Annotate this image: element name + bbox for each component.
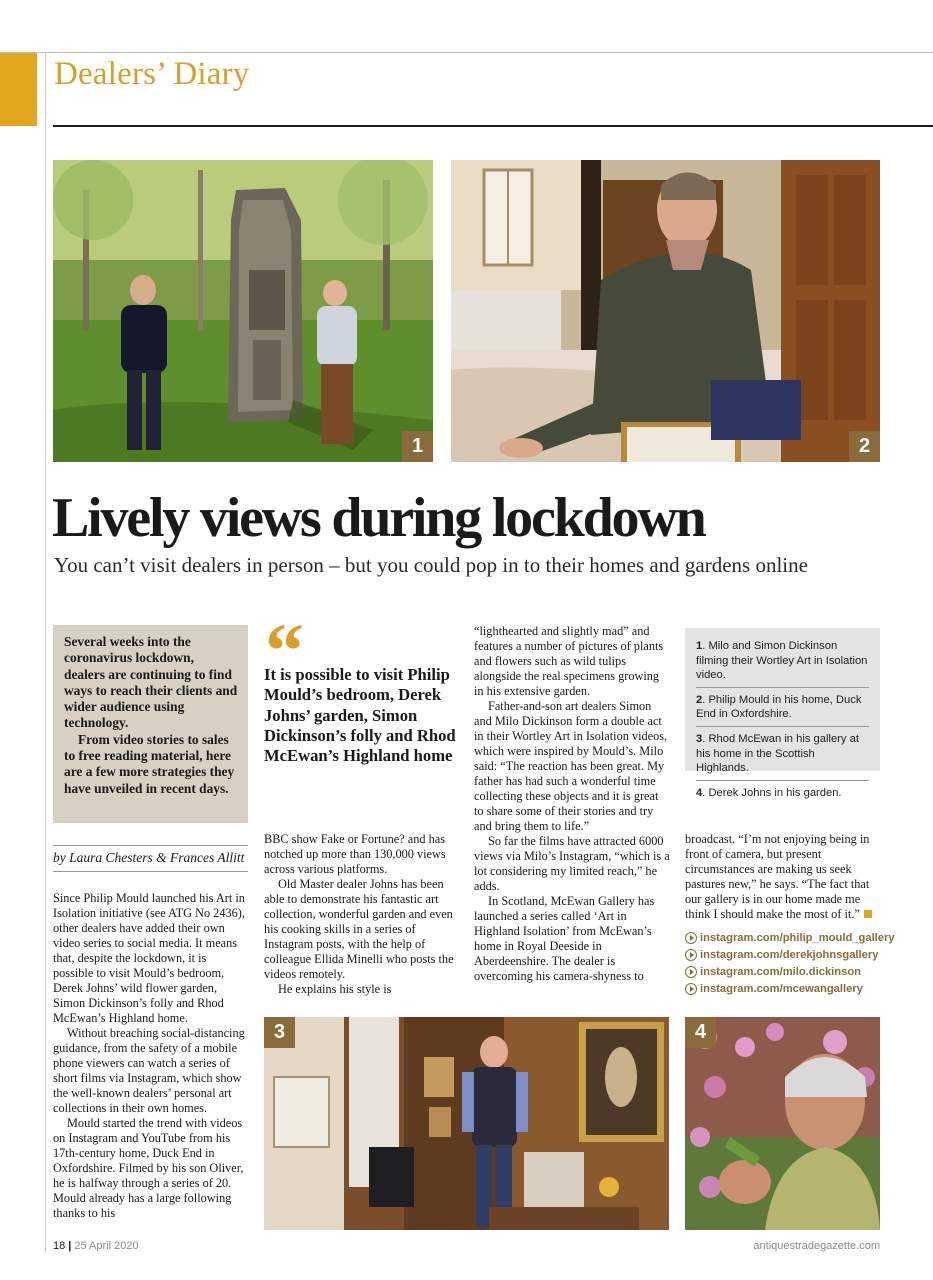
body-paragraph: So far the films have attracted 6000 views via Milo’s Instagram, “which is a lot considering my limited reach,” he adds. xyxy=(474,834,670,893)
photo-number-badge: 3 xyxy=(264,1017,295,1048)
caption-number: 3 xyxy=(696,732,703,745)
link-text: instagram.com/milo.dickinson xyxy=(700,965,862,978)
byline-rule xyxy=(53,871,248,872)
headline: Lively views during lockdown xyxy=(52,487,705,549)
link-text: instagram.com/mcewangallery xyxy=(700,982,863,995)
body-paragraph xyxy=(685,832,881,922)
footer-separator: | xyxy=(68,1240,72,1252)
photo-3 xyxy=(264,1017,669,1230)
link-text: instagram.com/philip_mould_gallery xyxy=(700,931,895,944)
link-text: instagram.com/derekjohnsgallery xyxy=(700,948,879,961)
body-paragraph: He explains his style is xyxy=(278,982,392,996)
play-arrow-icon xyxy=(685,983,697,995)
photo-1 xyxy=(53,160,433,462)
body-column-1 xyxy=(53,891,249,1221)
body-column-3 xyxy=(474,624,670,984)
caption-item: 1. Milo and Simon Dickinson filming their Wortley Art in Isolation video. xyxy=(696,637,869,688)
end-mark-icon xyxy=(864,910,872,918)
standfirst: You can’t visit dealers in person – but you could pop in to their homes and gardens online xyxy=(54,553,808,577)
body-paragraph: In Scotland, McEwan Gallery has launched a series called ‘Art in Highland Isolation’ from McEwan’s home in Royal Deeside in Aberdeenshire. The dealer is overcoming his camera-shyness to xyxy=(474,894,655,983)
photo-2 xyxy=(451,160,880,462)
caption-text: Philip Mould in his home, Duck End in Oxfordshire. xyxy=(696,693,862,721)
body-paragraph: Mould started the trend with videos on Instagram and YouTube from his 17th-century home, Duck End in Oxfordshire. Filmed by his son Oliver, he is halfway through a series of 20. Mould already has a large following thanks to his xyxy=(53,1116,244,1220)
photo-number-badge: 1 xyxy=(402,431,433,462)
caption-number: 2 xyxy=(696,693,703,706)
play-arrow-icon xyxy=(685,949,697,961)
photo-number-badge: 2 xyxy=(849,431,880,462)
body-paragraph: Without breaching social-distancing guidance, from the safety of a mobile phone viewers can watch a series of short films via Instagram, which show the well-known dealers’ personal art collections in their own homes. xyxy=(53,1026,245,1115)
intro-box xyxy=(53,625,248,823)
body-paragraph-text: broadcast. “I’m not enjoying being in front of camera, but present circumstances are making us seek pastures new,” he says. “The fact that our gallery is in our home made me think I should make the most of it.” xyxy=(685,832,870,921)
top-rule xyxy=(0,52,933,53)
photo-4 xyxy=(685,1017,880,1230)
body-paragraph: Father-and-son art dealers Simon and Milo Dickinson form a double act in their Wortley Art in Isolation videos, which were inspired by Mould’s. Milo said: “The reaction has been great. My father has had such a wonderful time collecting these objects and it is great to share some of their stories and try and bring them to life.” xyxy=(474,699,668,833)
page-footer-left xyxy=(53,1240,139,1252)
caption-box xyxy=(685,628,880,799)
play-arrow-icon xyxy=(685,932,697,944)
page-number: 18 xyxy=(53,1240,66,1252)
pull-quote: It is possible to visit Philip Mould’s bedroom, Derek Johns’ garden, Simon Dickinson’s folly and Rhod McEwan’s Highland home xyxy=(264,665,456,766)
quote-mark-icon: “ xyxy=(265,607,304,694)
caption-number: 4 xyxy=(696,786,703,799)
body-paragraph: BBC show Fake or Fortune? and has notched up more than 130,000 views across various platforms. xyxy=(264,832,446,876)
photo-number-badge: 4 xyxy=(685,1017,716,1048)
left-margin-rule xyxy=(45,53,46,1253)
byline-rule xyxy=(53,845,248,846)
issue-date: 25 April 2020 xyxy=(74,1240,139,1252)
caption-text: Milo and Simon Dickinson filming their Wortley Art in Isolation video. xyxy=(696,640,868,682)
body-column-4 xyxy=(685,832,881,922)
caption-text: Derek Johns in his garden. xyxy=(708,786,842,799)
caption-number: 1 xyxy=(696,640,703,652)
instagram-link[interactable] xyxy=(685,980,895,997)
byline: by Laura Chesters & Frances Allitt xyxy=(53,850,245,865)
header-rule xyxy=(53,125,933,127)
intro-paragraph: Several weeks into the coronavirus lockdown, dealers are continuing to find ways to reach their clients and wider audience using technology. xyxy=(64,634,238,731)
play-arrow-icon xyxy=(685,966,697,978)
caption-text: Rhod McEwan in his gallery at his home in the Scottish Highlands. xyxy=(696,732,859,775)
instagram-link[interactable] xyxy=(685,946,895,963)
body-paragraph: Since Philip Mould launched his Art in Isolation initiative (see ATG No 2436), other dealers have added their own video series to social media. It means that, despite the lockdown, it is possible to visit Mould’s bedroom, Derek Johns’ wild flower garden, Simon Dickinson’s folly and Rhod McEwan’s Highland home. xyxy=(53,891,245,1025)
site-url: antiquestradegazette.com xyxy=(753,1240,880,1252)
instagram-link[interactable] xyxy=(685,963,895,980)
caption-item: 2. Philip Mould in his home, Duck End in Oxfordshire. xyxy=(696,691,869,727)
section-title: Dealers’ Diary xyxy=(54,56,250,92)
body-paragraph: “lighthearted and slightly mad” and features a number of pictures of plants and flowers such as wild tulips alongside the real specimens growing in his extensive garden. xyxy=(474,624,664,698)
section-accent-tab xyxy=(0,53,37,126)
body-column-2 xyxy=(264,832,460,997)
body-paragraph: Old Master dealer Johns has been able to demonstrate his fantastic art collection, wonderful garden and even his cooking skills in a series of Instagram posts, with the help of colleague Ellida Minelli who posts the videos remotely. xyxy=(264,877,454,981)
instagram-links xyxy=(685,929,895,997)
caption-item: 3. Rhod McEwan in his gallery at his home in the Scottish Highlands. xyxy=(696,730,869,781)
instagram-link[interactable] xyxy=(685,929,895,946)
intro-paragraph: From video stories to sales to free reading material, here are a few more strategies they have unveiled in recent days. xyxy=(64,731,235,796)
caption-item: 4. Derek Johns in his garden. xyxy=(696,786,842,799)
